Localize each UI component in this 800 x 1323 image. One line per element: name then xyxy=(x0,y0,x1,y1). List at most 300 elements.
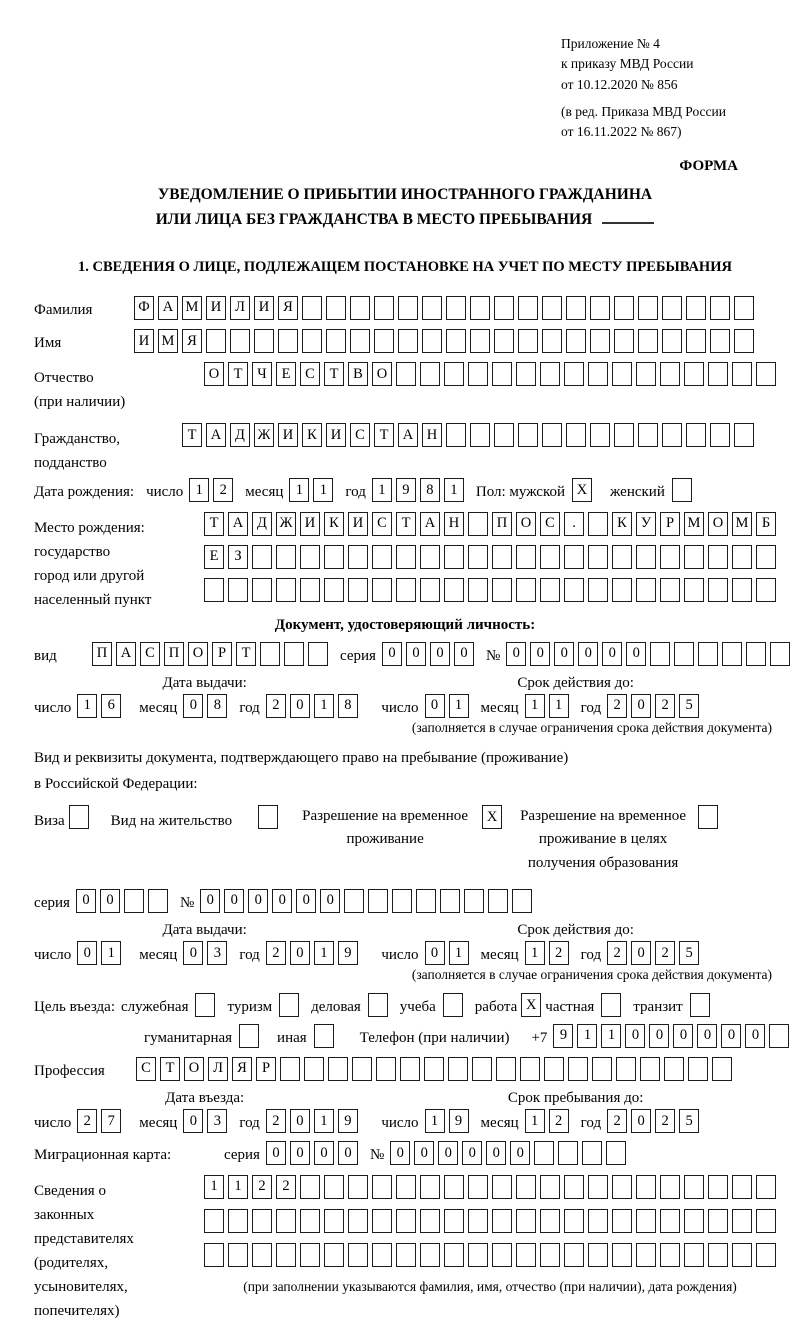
representatives-row1-boxes xyxy=(204,1175,776,1199)
char-cell xyxy=(708,578,728,602)
char-cell: С xyxy=(300,362,320,386)
valid-month-boxes xyxy=(525,941,569,965)
char-cell: 0 xyxy=(721,1024,741,1048)
char-cell: А xyxy=(116,642,136,666)
char-cell: Д xyxy=(252,512,272,536)
temp-residence-label-line2: проживание xyxy=(346,831,424,848)
birth-date-row xyxy=(34,478,776,502)
char-cell xyxy=(698,642,718,666)
char-cell: О xyxy=(372,362,392,386)
char-cell xyxy=(492,578,512,602)
char-cell: Р xyxy=(660,512,680,536)
char-cell xyxy=(494,329,514,353)
title-underline xyxy=(602,222,654,224)
char-cell xyxy=(518,423,538,447)
char-cell: 0 xyxy=(77,941,97,965)
char-cell xyxy=(422,329,442,353)
month-label: месяц xyxy=(480,947,519,964)
char-cell xyxy=(352,1057,372,1081)
char-cell: 2 xyxy=(276,1175,296,1199)
entry-day-boxes xyxy=(77,1109,121,1133)
surname-label: Фамилия xyxy=(34,301,93,318)
representatives-label-line3: представителях xyxy=(34,1230,134,1247)
birth-place-row1-boxes xyxy=(204,512,776,536)
purpose-business-checkbox xyxy=(368,993,388,1017)
char-cell xyxy=(558,1141,578,1165)
visit-purpose-row xyxy=(34,993,776,1017)
char-cell: 2 xyxy=(655,941,675,965)
char-cell: С xyxy=(540,512,560,536)
char-cell xyxy=(612,1175,632,1199)
char-cell xyxy=(614,423,634,447)
char-cell xyxy=(472,1057,492,1081)
char-cell xyxy=(636,1209,656,1233)
char-cell xyxy=(468,1209,488,1233)
char-cell: 2 xyxy=(266,1109,286,1133)
char-cell xyxy=(252,578,272,602)
char-cell: 1 xyxy=(101,941,121,965)
char-cell xyxy=(416,889,436,913)
residence-doc-line2: в Российской Федерации: xyxy=(34,775,198,792)
char-cell xyxy=(372,578,392,602)
char-cell xyxy=(350,329,370,353)
year-label: год xyxy=(580,947,602,964)
visit-purpose-label: Цель въезда: xyxy=(34,999,115,1016)
char-cell xyxy=(614,296,634,320)
char-cell xyxy=(540,1209,560,1233)
char-cell: 1 xyxy=(525,1109,545,1133)
char-cell xyxy=(756,578,776,602)
char-cell xyxy=(324,545,344,569)
phone-boxes xyxy=(553,1024,789,1048)
char-cell: 0 xyxy=(272,889,292,913)
year-label: год xyxy=(239,699,260,716)
month-label: месяц xyxy=(139,947,178,964)
patronymic-label xyxy=(34,362,204,414)
temp-residence-edu-option xyxy=(520,805,718,875)
birth-date-label: Дата рождения: xyxy=(34,484,135,501)
char-cell: 1 xyxy=(601,1024,621,1048)
char-cell xyxy=(708,362,728,386)
char-cell xyxy=(444,578,464,602)
char-cell xyxy=(732,1243,752,1267)
char-cell: 1 xyxy=(577,1024,597,1048)
migration-number-boxes xyxy=(390,1141,626,1165)
char-cell xyxy=(302,329,322,353)
char-cell: Т xyxy=(204,512,224,536)
valid-until-group xyxy=(375,941,782,965)
char-cell xyxy=(400,1057,420,1081)
char-cell xyxy=(660,1175,680,1199)
char-cell: А xyxy=(206,423,226,447)
issue-date-heading: Дата выдачи: xyxy=(162,922,247,939)
char-cell xyxy=(372,1243,392,1267)
char-cell xyxy=(660,1209,680,1233)
char-cell xyxy=(684,545,704,569)
issue-date-group xyxy=(34,694,375,718)
char-cell xyxy=(612,1209,632,1233)
char-cell xyxy=(708,1243,728,1267)
char-cell xyxy=(769,1024,789,1048)
char-cell xyxy=(300,578,320,602)
day-label: число xyxy=(34,699,72,716)
char-cell: 1 xyxy=(313,478,333,502)
char-cell: 1 xyxy=(314,694,334,718)
char-cell: 0 xyxy=(290,1141,310,1165)
month-label: месяц xyxy=(139,1115,178,1132)
representatives-note: (при заполнении указываются фамилия, имя, отчество (при наличии), дата рождения) xyxy=(243,1278,737,1294)
char-cell xyxy=(308,642,328,666)
char-cell xyxy=(756,1209,776,1233)
profession-label: Профессия xyxy=(34,1062,105,1079)
char-cell xyxy=(468,1243,488,1267)
char-cell xyxy=(732,1209,752,1233)
citizenship-label-line2: подданство xyxy=(34,455,107,472)
legal-reference-block xyxy=(561,34,776,142)
residence-permit-label: Вид на жительство xyxy=(110,813,233,830)
until-day-boxes xyxy=(425,1109,469,1133)
char-cell xyxy=(686,296,706,320)
char-cell xyxy=(650,642,670,666)
char-cell xyxy=(420,578,440,602)
char-cell xyxy=(228,1209,248,1233)
char-cell: Е xyxy=(276,362,296,386)
series-label: серия xyxy=(224,1147,260,1164)
char-cell: 0 xyxy=(406,642,426,666)
identity-doc-heading: Документ, удостоверяющий личность: xyxy=(274,616,536,633)
char-cell xyxy=(710,423,730,447)
char-cell xyxy=(372,545,392,569)
profession-row xyxy=(34,1057,776,1081)
issue-month-boxes xyxy=(183,694,227,718)
char-cell: 0 xyxy=(430,642,450,666)
doc-series-boxes xyxy=(382,642,474,666)
char-cell xyxy=(734,329,754,353)
char-cell xyxy=(350,296,370,320)
stay-date-headings xyxy=(34,1090,776,1107)
year-label: год xyxy=(239,947,260,964)
char-cell xyxy=(612,1243,632,1267)
char-cell xyxy=(254,329,274,353)
form-title-line2-text: ИЛИ ЛИЦА БЕЗ ГРАЖДАНСТВА В МЕСТО ПРЕБЫВАНИЯ xyxy=(155,211,593,229)
char-cell xyxy=(540,362,560,386)
char-cell: 0 xyxy=(510,1141,530,1165)
char-cell xyxy=(376,1057,396,1081)
char-cell: 0 xyxy=(76,889,96,913)
until-month-boxes xyxy=(525,1109,569,1133)
temp-residence-label-line1: Разрешение на временное xyxy=(302,808,469,825)
char-cell: 0 xyxy=(290,941,310,965)
residence-permit-option xyxy=(111,805,278,831)
char-cell xyxy=(684,578,704,602)
valid-until-heading: Срок действия до: xyxy=(517,922,634,939)
char-cell xyxy=(590,423,610,447)
char-cell xyxy=(420,1209,440,1233)
char-cell: П xyxy=(492,512,512,536)
char-cell xyxy=(420,1243,440,1267)
char-cell: 0 xyxy=(530,642,550,666)
char-cell xyxy=(348,578,368,602)
month-label: месяц xyxy=(480,699,519,716)
char-cell xyxy=(420,1175,440,1199)
section1-heading: 1. СВЕДЕНИЯ О ЛИЦЕ, ПОДЛЕЖАЩЕМ ПОСТАНОВКЕ НА УЧЕТ ПО МЕСТУ ПРЕБЫВАНИЯ xyxy=(78,258,732,275)
temp-residence-edu-line2: проживание в целях xyxy=(538,831,668,848)
surname-row xyxy=(34,296,776,320)
char-cell: Ч xyxy=(252,362,272,386)
char-cell: 0 xyxy=(320,889,340,913)
char-cell: 2 xyxy=(266,694,286,718)
char-cell: 5 xyxy=(679,694,699,718)
stay-until-heading: Срок пребывания до: xyxy=(507,1090,644,1107)
char-cell: А xyxy=(228,512,248,536)
char-cell: 0 xyxy=(697,1024,717,1048)
residence-permit-checkbox xyxy=(258,805,278,829)
char-cell xyxy=(324,578,344,602)
char-cell xyxy=(638,296,658,320)
char-cell: 0 xyxy=(462,1141,482,1165)
forma-label: ФОРМА xyxy=(679,158,738,175)
char-cell xyxy=(686,329,706,353)
char-cell: А xyxy=(398,423,418,447)
char-cell xyxy=(440,889,460,913)
char-cell xyxy=(392,889,412,913)
char-cell xyxy=(582,1141,602,1165)
char-cell: М xyxy=(182,296,202,320)
char-cell xyxy=(588,512,608,536)
valid-year-boxes xyxy=(607,941,699,965)
valid-day-boxes xyxy=(425,941,469,965)
char-cell xyxy=(516,545,536,569)
char-cell: 1 xyxy=(314,941,334,965)
char-cell xyxy=(204,578,224,602)
char-cell xyxy=(710,329,730,353)
char-cell xyxy=(372,1175,392,1199)
char-cell xyxy=(470,423,490,447)
purpose-study-label: учеба xyxy=(399,999,436,1016)
char-cell xyxy=(520,1057,540,1081)
char-cell xyxy=(710,296,730,320)
char-cell xyxy=(148,889,168,913)
meta-line: от 10.12.2020 № 856 xyxy=(561,76,678,92)
char-cell: 8 xyxy=(338,694,358,718)
char-cell xyxy=(260,642,280,666)
char-cell: О xyxy=(516,512,536,536)
char-cell: 0 xyxy=(745,1024,765,1048)
char-cell xyxy=(612,578,632,602)
patronymic-row xyxy=(34,362,776,414)
char-cell xyxy=(756,362,776,386)
char-cell xyxy=(492,1209,512,1233)
char-cell xyxy=(448,1057,468,1081)
visa-checkbox xyxy=(69,805,89,829)
char-cell: 0 xyxy=(425,941,445,965)
char-cell xyxy=(636,578,656,602)
char-cell xyxy=(444,362,464,386)
purpose-work-checkbox: X xyxy=(521,993,541,1017)
year-label: год xyxy=(239,1115,260,1132)
char-cell: 0 xyxy=(486,1141,506,1165)
char-cell xyxy=(708,1209,728,1233)
char-cell xyxy=(206,329,226,353)
char-cell: 0 xyxy=(183,941,203,965)
char-cell: 0 xyxy=(506,642,526,666)
char-cell xyxy=(300,1175,320,1199)
char-cell xyxy=(746,642,766,666)
valid-until-heading: Срок действия до: xyxy=(517,674,634,691)
char-cell xyxy=(396,1209,416,1233)
char-cell xyxy=(516,1175,536,1199)
char-cell: 0 xyxy=(631,1109,651,1133)
form-title-line1: УВЕДОМЛЕНИЕ О ПРИБЫТИИ ИНОСТРАННОГО ГРАЖДАНИНА xyxy=(157,186,653,204)
form-title-line2 xyxy=(34,208,776,233)
day-label: число xyxy=(381,699,419,716)
char-cell: 1 xyxy=(204,1175,224,1199)
char-cell: О xyxy=(204,362,224,386)
char-cell: Н xyxy=(444,512,464,536)
char-cell xyxy=(280,1057,300,1081)
sex-male-checkbox: X xyxy=(572,478,592,502)
char-cell: 9 xyxy=(338,1109,358,1133)
profession-boxes xyxy=(136,1057,732,1081)
char-cell: 0 xyxy=(425,694,445,718)
char-cell xyxy=(616,1057,636,1081)
char-cell xyxy=(204,1243,224,1267)
char-cell: Н xyxy=(422,423,442,447)
number-label: № xyxy=(369,1147,385,1164)
char-cell xyxy=(420,545,440,569)
temp-residence-option xyxy=(302,805,502,852)
char-cell xyxy=(398,329,418,353)
residence-doc-date-headings xyxy=(34,922,776,939)
char-cell: Е xyxy=(204,545,224,569)
doc-type-label: вид xyxy=(34,647,57,664)
char-cell: К xyxy=(302,423,322,447)
char-cell xyxy=(278,329,298,353)
purpose-work-label: работа xyxy=(474,999,518,1016)
char-cell xyxy=(640,1057,660,1081)
char-cell: 0 xyxy=(578,642,598,666)
char-cell xyxy=(588,545,608,569)
phone-prefix: +7 xyxy=(531,1029,548,1046)
representatives-row xyxy=(34,1175,776,1323)
phone-label: Телефон (при наличии) xyxy=(359,1029,510,1046)
char-cell xyxy=(564,545,584,569)
char-cell xyxy=(444,1175,464,1199)
char-cell: . xyxy=(564,512,584,536)
purpose-humanitarian-checkbox xyxy=(239,1024,259,1048)
char-cell xyxy=(372,1209,392,1233)
char-cell xyxy=(470,329,490,353)
temp-residence-edu-checkbox xyxy=(698,805,718,829)
sex-female-label: женский xyxy=(610,484,665,501)
month-label: месяц xyxy=(245,484,284,501)
char-cell xyxy=(686,423,706,447)
char-cell: К xyxy=(324,512,344,536)
char-cell xyxy=(588,1175,608,1199)
char-cell: 0 xyxy=(554,642,574,666)
residence-doc-line1: Вид и реквизиты документа, подтверждающего право на пребывание (проживание) xyxy=(34,750,569,767)
purpose-official-label: служебная xyxy=(120,999,189,1016)
char-cell xyxy=(494,423,514,447)
residence-doc-text xyxy=(34,746,776,797)
char-cell xyxy=(230,329,250,353)
char-cell xyxy=(592,1057,612,1081)
char-cell: 1 xyxy=(289,478,309,502)
char-cell xyxy=(492,362,512,386)
char-cell: У xyxy=(636,512,656,536)
char-cell xyxy=(732,578,752,602)
citizenship-label-line1: Гражданство, xyxy=(34,431,121,448)
given-name-row xyxy=(34,329,776,353)
char-cell: 2 xyxy=(607,941,627,965)
char-cell xyxy=(636,545,656,569)
valid-until-group xyxy=(375,694,782,718)
char-cell xyxy=(304,1057,324,1081)
char-cell: С xyxy=(140,642,160,666)
char-cell xyxy=(252,1243,272,1267)
char-cell xyxy=(468,512,488,536)
purpose-tourism-label: туризм xyxy=(227,999,273,1016)
char-cell: 2 xyxy=(607,1109,627,1133)
char-cell xyxy=(228,578,248,602)
purpose-study-checkbox xyxy=(443,993,463,1017)
char-cell xyxy=(324,1243,344,1267)
char-cell xyxy=(588,1209,608,1233)
entry-date-heading: Дата въезда: xyxy=(165,1090,245,1107)
char-cell xyxy=(468,362,488,386)
visa-option xyxy=(34,805,89,831)
char-cell xyxy=(324,1175,344,1199)
char-cell xyxy=(638,329,658,353)
char-cell: О xyxy=(184,1057,204,1081)
char-cell: Л xyxy=(208,1057,228,1081)
patronymic-label-line1: Отчество xyxy=(34,370,94,387)
char-cell xyxy=(396,1175,416,1199)
issue-day-boxes xyxy=(77,694,121,718)
char-cell: И xyxy=(134,329,154,353)
day-label: число xyxy=(381,1115,419,1132)
validity-note: (заполняется в случае ограничения срока действия документа) xyxy=(411,720,772,736)
representatives-label-line1: Сведения о xyxy=(34,1182,106,1199)
meta-line: (в ред. Приказа МВД России xyxy=(561,103,726,119)
entry-month-boxes xyxy=(183,1109,227,1133)
char-cell xyxy=(492,545,512,569)
char-cell xyxy=(674,642,694,666)
char-cell: Р xyxy=(212,642,232,666)
char-cell: Р xyxy=(256,1057,276,1081)
char-cell xyxy=(660,362,680,386)
char-cell xyxy=(566,296,586,320)
char-cell xyxy=(444,545,464,569)
char-cell: В xyxy=(348,362,368,386)
year-label: год xyxy=(580,699,602,716)
doc-number-label: № xyxy=(485,647,501,664)
char-cell xyxy=(756,1243,776,1267)
char-cell: 1 xyxy=(449,694,469,718)
char-cell xyxy=(488,889,508,913)
char-cell: 1 xyxy=(77,694,97,718)
char-cell xyxy=(252,545,272,569)
char-cell: 0 xyxy=(296,889,316,913)
char-cell xyxy=(564,1175,584,1199)
purpose-private-label: частная xyxy=(545,999,595,1016)
char-cell: 1 xyxy=(228,1175,248,1199)
char-cell xyxy=(300,545,320,569)
purpose-tourism-checkbox xyxy=(279,993,299,1017)
char-cell xyxy=(398,296,418,320)
char-cell: 9 xyxy=(396,478,416,502)
meta-line: от 16.11.2022 № 867) xyxy=(561,124,682,139)
